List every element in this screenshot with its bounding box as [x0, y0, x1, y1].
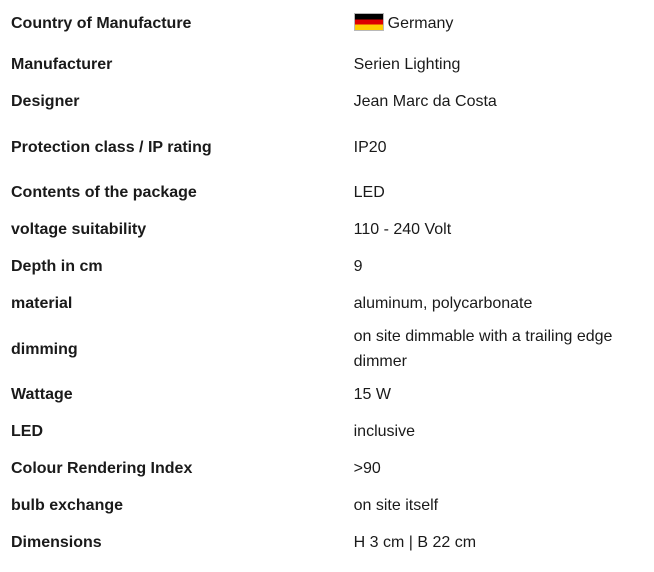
spec-label: Contents of the package: [11, 184, 197, 201]
spec-label: Wattage: [11, 386, 73, 403]
spec-row-manufacturer: [0, 46, 654, 83]
spec-label: material: [11, 295, 73, 312]
spec-value: Germany: [387, 14, 454, 32]
spec-value: aluminum, polycarbonate: [353, 295, 533, 312]
spec-row-dimensions: [0, 524, 654, 561]
spec-value: IP20: [353, 138, 387, 156]
spec-value: H 3 cm | B 22 cm: [353, 534, 477, 551]
spec-label: Dimensions: [11, 534, 102, 551]
germany-flag-icon: [354, 13, 384, 31]
spec-label: Manufacturer: [11, 56, 113, 73]
spec-label: Depth in cm: [11, 258, 103, 275]
spec-value: on site itself: [353, 497, 439, 514]
spec-row-bulb-exchange: [0, 487, 654, 524]
spec-row-voltage-suitability: [0, 211, 654, 248]
spec-label: LED: [11, 423, 43, 440]
spec-row-country-of-manufacture: [0, 0, 654, 46]
spec-row-wattage: [0, 376, 654, 413]
spec-value: 9: [353, 258, 363, 275]
spec-row-contents-of-package: [0, 174, 654, 211]
spec-row-dimming: [0, 322, 654, 376]
spec-label: dimming: [11, 340, 78, 358]
spec-label: Country of Manufacture: [11, 14, 192, 32]
spec-row-material: [0, 285, 654, 322]
spec-label: Colour Rendering Index: [11, 460, 193, 477]
spec-row-protection-class: [0, 120, 654, 174]
spec-value: LED: [353, 184, 385, 201]
spec-label: Protection class / IP rating: [11, 138, 212, 156]
spec-row-led: [0, 413, 654, 450]
spec-value: Serien Lighting: [353, 56, 461, 73]
spec-value: 15 W: [353, 386, 391, 403]
spec-label: bulb exchange: [11, 497, 124, 514]
spec-label: voltage suitability: [11, 221, 147, 238]
spec-label: Designer: [11, 93, 80, 110]
spec-row-designer: [0, 83, 654, 120]
spec-value: Jean Marc da Costa: [353, 93, 497, 110]
spec-value-cell: [354, 0, 654, 46]
spec-row-colour-rendering-index: [0, 450, 654, 487]
spec-row-depth: [0, 248, 654, 285]
spec-value: inclusive: [353, 423, 415, 440]
spec-value: 110 - 240 Volt: [353, 221, 452, 238]
spec-value: >90: [353, 460, 381, 477]
spec-value: on site dimmable with a trailing edge dimmer: [353, 328, 613, 370]
